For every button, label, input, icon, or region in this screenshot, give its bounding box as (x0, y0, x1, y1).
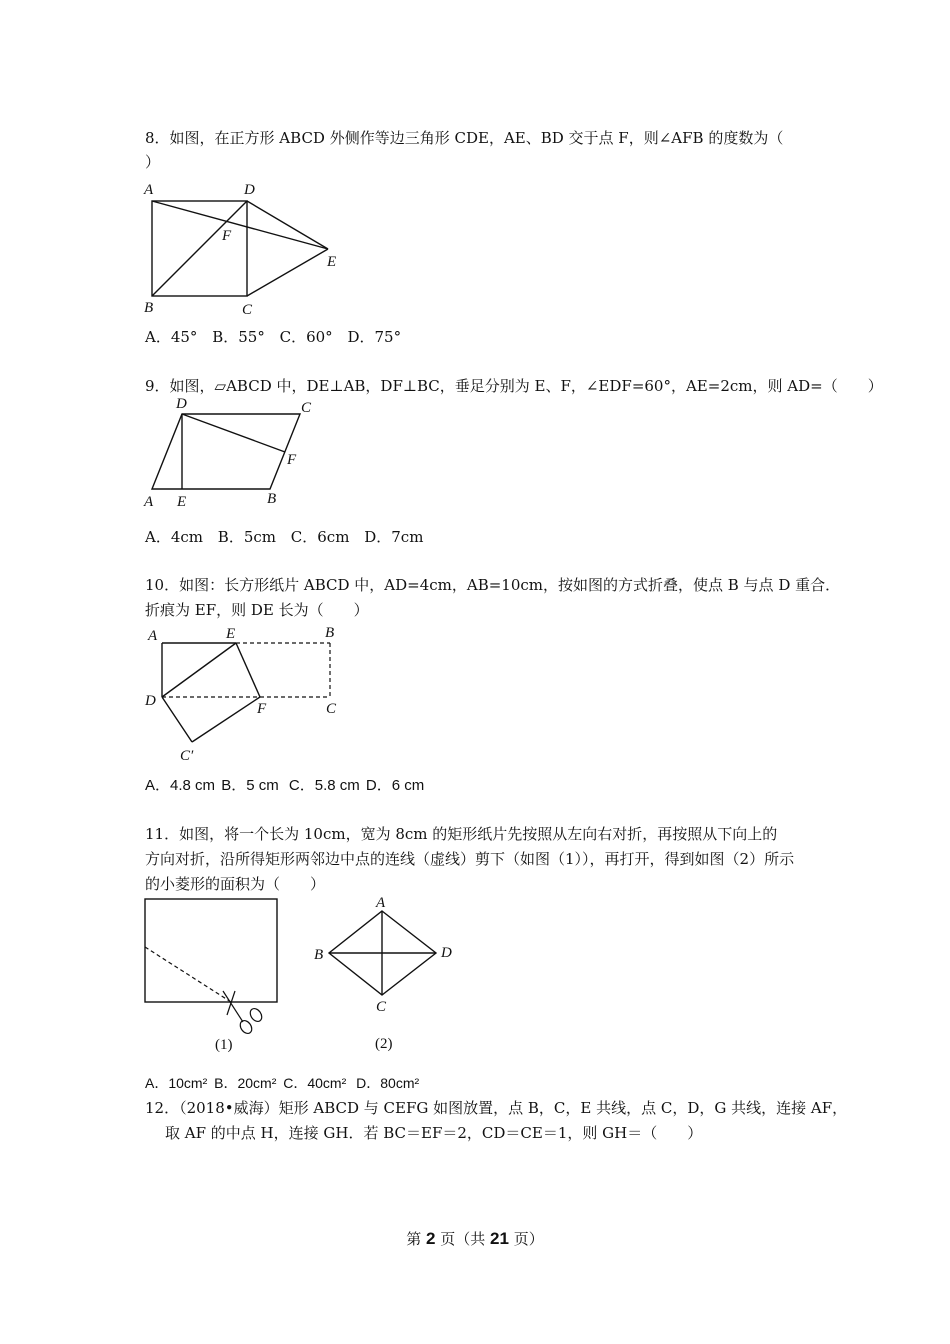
q9-option-b: B．5cm (217, 528, 276, 546)
q10-options (145, 774, 434, 795)
q12-text-line2: 取 AF 的中点 H，连接 GH．若 BC＝EF＝2，CD＝CE＝1，则 GH＝（ ） (165, 1124, 703, 1142)
q8-label-b: B (144, 300, 154, 316)
q9-option-c: C．6cm (290, 528, 350, 546)
q11-figure-2 (310, 893, 465, 1058)
q10-option-b: B．5 cm (221, 777, 279, 794)
q8-option-c: C．60° (279, 328, 333, 346)
q9-text-line1: 9．如图，▱ABCD 中，DE⊥AB，DF⊥BC，垂足分别为 E、F，∠EDF=60°，AE=2cm，则 AD=（ ） (145, 377, 883, 395)
q8-option-b: B．55° (212, 328, 265, 346)
q11-option-d: D．80cm² (356, 1075, 420, 1091)
q8-label-a: A (144, 182, 154, 198)
q9-figure (140, 394, 330, 512)
q10-text-line1: 10．如图：长方形纸片 ABCD 中，AD=4cm，AB=10cm，按如图的方式折叠，使点 B 与点 D 重合． (145, 576, 841, 594)
q10-label-d: D (145, 693, 156, 709)
q9-label-e: E (177, 494, 187, 510)
q10-text-line2: 折痕为 EF，则 DE 长为（ ） (145, 601, 369, 619)
q11-option-b: B．20cm² (214, 1075, 277, 1091)
q8-options (145, 326, 411, 347)
q8-text-line1: 8．如图，在正方形 ABCD 外侧作等边三角形 CDE，AE、BD 交于点 F，则∠AFB 的度数为（ (145, 129, 784, 147)
q11-label-c: C (376, 999, 387, 1015)
q10-option-c: C．5.8 cm (288, 777, 360, 794)
q10-option-d: D．6 cm (365, 777, 425, 794)
q10-label-c-prime: C′ (180, 748, 194, 764)
q11-text-line2: 方向对折，沿所得矩形两邻边中点的连线（虚线）剪下（如图（1）），再打开，得到如图（2）所示 (145, 850, 795, 868)
q8-option-d: D．75° (347, 328, 402, 346)
footer-middle: 页（共 (435, 1230, 491, 1248)
q11-option-c: C．40cm² (283, 1075, 347, 1091)
q8-option-a: A．45° (145, 328, 198, 346)
q10-label-e: E (226, 626, 236, 642)
q9-label-b: B (267, 491, 277, 507)
q11-text-line1: 11．如图，将一个长为 10cm，宽为 8cm 的矩形纸片先按照从左向右对折，再按照从下向上的 (145, 825, 778, 843)
q10-label-c: C (326, 701, 337, 717)
q10-figure (140, 622, 350, 767)
q8-label-f: F (222, 228, 232, 244)
q11-fig2-caption: (2) (375, 1036, 393, 1052)
q9-label-a: A (144, 494, 154, 510)
q10-option-a: A．4.8 cm (145, 777, 216, 794)
q8-label-e: E (327, 254, 337, 270)
q11-label-d: D (441, 945, 452, 961)
q11-figure-1 (143, 897, 283, 1062)
q10-label-b: B (325, 625, 335, 641)
q11-options (145, 1073, 429, 1093)
total-pages: 21 (490, 1229, 509, 1248)
q8-label-d: D (244, 182, 255, 198)
q8-label-c: C (242, 302, 253, 318)
q10-label-a: A (148, 628, 158, 644)
q11-text-line3: 的小菱形的面积为（ ） (145, 875, 326, 893)
page-footer (0, 1228, 950, 1249)
q9-label-c: C (301, 400, 312, 416)
q11-label-b: B (314, 947, 324, 963)
q10-label-f: F (257, 701, 267, 717)
q11-label-a: A (376, 895, 386, 911)
q11-option-a: A．10cm² (145, 1075, 208, 1091)
q8-figure (140, 176, 350, 321)
page-number: 2 (426, 1229, 436, 1248)
q8-text-line2: ） (145, 153, 161, 171)
q9-option-d: D．7cm (364, 528, 424, 546)
q9-option-a: A．4cm (145, 528, 204, 546)
footer-prefix: 第 (406, 1230, 427, 1248)
footer-suffix: 页） (508, 1230, 544, 1248)
q9-label-f: F (287, 452, 297, 468)
scissors-icon (223, 991, 264, 1036)
q9-label-d: D (176, 396, 187, 412)
q12-text-line1: 12．（2018•威海）矩形 ABCD 与 CEFG 如图放置，点 B，C，E 共线，点 C，D，G 共线，连接 AF， (145, 1099, 848, 1117)
q9-options (145, 526, 433, 547)
q11-fig1-caption: (1) (215, 1037, 233, 1053)
